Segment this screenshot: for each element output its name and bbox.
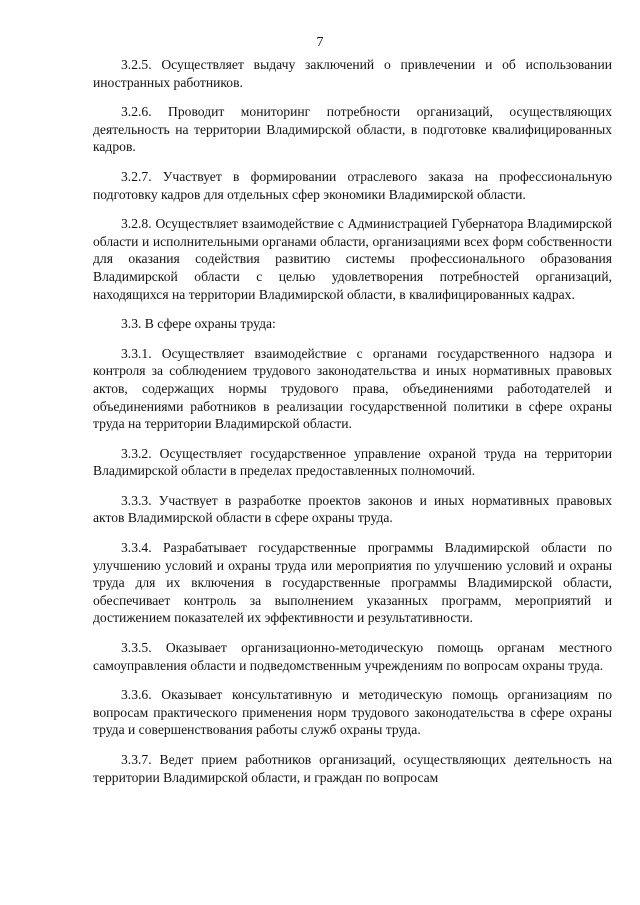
paragraph-3-2-6: 3.2.6. Проводит мониторинг потребности организаций, осуществляющих деятельность на территории Владимирской области, в подготовке квалифицированных кадров. bbox=[93, 104, 612, 155]
paragraph-3-3-2: 3.3.2. Осуществляет государственное управление охраной труда на территории Владимирской области в пределах предоставленных полномочий. bbox=[93, 445, 612, 479]
section-heading-3-3: 3.3. В сфере охраны труда: bbox=[121, 316, 276, 332]
paragraph-3-3-5: 3.3.5. Оказывает организационно-методическую помощь органам местного самоуправления области и подведомственным учреждениям по вопросам охраны труда. bbox=[93, 640, 612, 673]
paragraph-3-2-8: 3.2.8. Осуществляет взаимодействие с Администрацией Губернатора Владимирской области и исполнительными органами области, организациями всех форм собственности для оказания содействия развитию системы профессионального образования Владимирской области с целью удовлетворения потребностей организаций, находящихся на территории Владимирской области, в квалифицированных кадрах. bbox=[93, 216, 612, 302]
page-number: 7 bbox=[316, 35, 324, 50]
paragraph-3-2-7: 3.2.7. Участвует в формировании отраслевого заказа на профессиональную подготовку кадров для отдельных сфер экономики Владимирской области. bbox=[93, 168, 612, 202]
document-body bbox=[93, 56, 612, 786]
paragraph-3-3-3: 3.3.3. Участвует в разработке проектов законов и иных нормативных правовых актов Владимирской области в сфере охраны труда. bbox=[93, 492, 612, 526]
paragraph-3-3-1: 3.3.1. Осуществляет взаимодействие с органами государственного надзора и контроля за соблюдением трудового законодательства и иных нормативных правовых актов, содержащих нормы трудового права, объединениями работодателей и объединениями работников в реализации государственной политики в сфере охраны труда на территории Владимирской области. bbox=[93, 345, 612, 432]
paragraph-3-3-6: 3.3.6. Оказывает консультативную и методическую помощь организациям по вопросам практического применения норм трудового законодательства в сфере охраны труда и совершенствования работы служб охраны труда. bbox=[93, 687, 612, 738]
paragraph-3-3-4: 3.3.4. Разрабатывает государственные программы Владимирской области по улучшению условий и охраны труда или мероприятия по улучшению условий и охраны труда для их включения в государственные программы Владимирской области, обеспечивает контроль за выполнением указанных программ, мероприятий и достижением показателей их эффективности и результативности. bbox=[93, 540, 612, 626]
paragraph-3-3-7: 3.3.7. Ведет прием работников организаций, осуществляющих деятельность на территории Владимирской области, и граждан по вопросам bbox=[93, 752, 612, 785]
paragraph-3-2-5: 3.2.5. Осуществляет выдачу заключений о привлечении и об использовании иностранных работников. bbox=[93, 57, 612, 90]
